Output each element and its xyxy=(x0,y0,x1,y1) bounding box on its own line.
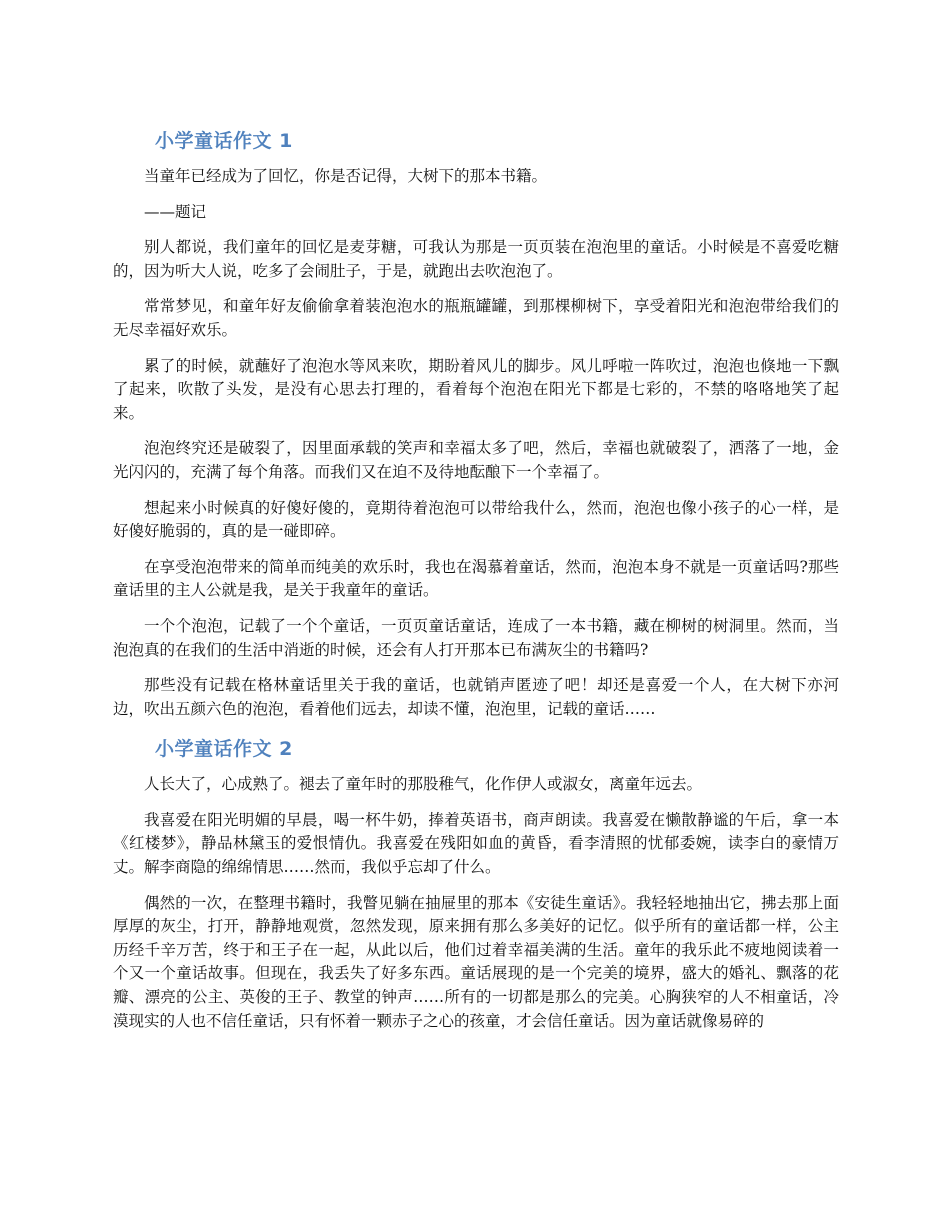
paragraph: 想起来小时候真的好傻好傻的，竟期待着泡泡可以带给我什么，然而，泡泡也像小孩子的心一样，是好傻好脆弱的，真的是一碰即碎。 xyxy=(113,498,839,541)
section-heading-1: 小学童话作文 1 xyxy=(155,130,293,152)
paragraph: 累了的时候，就蘸好了泡泡水等风来吹，期盼着风儿的脚步。风儿呼啦一阵吹过，泡泡也倏地一下飘了起来，吹散了头发，是没有心思去打理的，看着每个泡泡在阳光下都是七彩的，不禁的咯咯地笑了起来。 xyxy=(113,356,839,422)
paragraph: 泡泡终究还是破裂了，因里面承载的笑声和幸福太多了吧，然后，幸福也就破裂了，洒落了一地，金光闪闪的，充满了每个角落。而我们又在迫不及待地酝酿下一个幸福了。 xyxy=(113,439,839,481)
paragraph: ——题记 xyxy=(144,202,207,221)
paragraph: 当童年已经成为了回忆，你是否记得，大树下的那本书籍。 xyxy=(144,167,548,185)
paragraph: 那些没有记载在格林童话里关于我的童话，也就销声匿迹了吧！却还是喜爱一个人，在大树下亦河边，吹出五颜六色的泡泡，看着他们远去，却读不懂，泡泡里，记载的童话…… xyxy=(113,676,839,718)
paragraph: 人长大了，心成熟了。褪去了童年时的那股稚气，化作伊人或淑女，离童年远去。 xyxy=(144,775,703,794)
section-heading-2: 小学童话作文 2 xyxy=(155,738,293,761)
paragraph: 一个个泡泡，记载了一个个童话，一页页童话童话，连成了一本书籍，藏在柳树的树洞里。然而，当泡泡真的在我们的生活中消逝的时候，还会有人打开那本已布满灰尘的书籍吗? xyxy=(113,616,839,659)
document-body xyxy=(113,127,839,1045)
paragraph: 在享受泡泡带来的简单而纯美的欢乐时，我也在渴慕着童话，然而，泡泡本身不就是一页童话吗?那些童话里的主人公就是我，是关于我童年的童话。 xyxy=(113,557,839,600)
paragraph: 别人都说，我们童年的回忆是麦芽糖，可我认为那是一页页装在泡泡里的童话。小时候是不喜爱吃糖的，因为听大人说，吃多了会闹肚子，于是，就跑出去吹泡泡了。 xyxy=(113,238,839,280)
paragraph: 我喜爱在阳光明媚的早晨，喝一杯牛奶，捧着英语书，商声朗读。我喜爱在懒散静谧的午后，拿一本《红楼梦》，静品林黛玉的爱恨情仇。我喜爱在残阳如血的黄昏，看李清照的忧郁委婉，读李白的豪情万丈。解李商隐的绵绵情思……然而，我似乎忘却了什么。 xyxy=(113,810,839,877)
paragraph: 常常梦见，和童年好友偷偷拿着装泡泡水的瓶瓶罐罐，到那棵柳树下，享受着阳光和泡泡带给我们的无尽幸福好欢乐。 xyxy=(113,297,839,339)
paragraph: 偶然的一次，在整理书籍时，我瞥见躺在抽屉里的那本《安徒生童话》。我轻轻地抽出它，拂去那上面厚厚的灰尘，打开，静静地观赏，忽然发现，原来拥有那么多美好的记忆。似乎所有的童话都一样，公主历经千辛万苦，终于和王子在一起，从此以后，他们过着幸福美满的生活。童年的我乐此不疲地阅读着一个又一个童话故事。但现在，我丢失了好多东西。童话展现的是一个完美的境界，盛大的婚礼、飘落的花瓣、漂亮的公主、英俊的王子、教堂的钟声……所有的一切都是那么的完美。心胸狭窄的人不相童话，冷漠现实的人也不信任童话，只有怀着一颗赤子之心的孩童，才会信任童话。因为童话就像易碎的 xyxy=(113,893,839,1030)
